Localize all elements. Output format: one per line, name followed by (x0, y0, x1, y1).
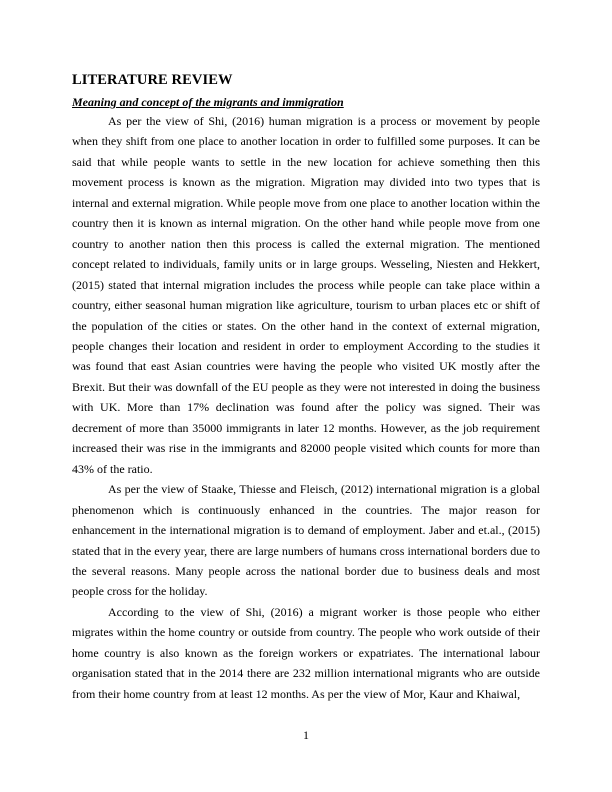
page-number: 1 (303, 728, 309, 742)
body-paragraph-1: As per the view of Shi, (2016) human migration is a process or movement by people when they shift from one place to another location in order to fulfilled some purposes. It can be said that while people wants to settle in the new location for achieve something then this movement process is known as the migration. Migration may divided into two types that is internal and external migration. While people move from one place to another location within the country then it is known as internal migration. On the other hand while people move from one country to another nation then this process is called the external migration. The mentioned concept related to individuals, family units or in large groups. Wesseling, Niesten and Hekkert, (2015) stated that internal migration includes the process while people can take place within a country, either seasonal human migration like agriculture, tourism to urban places etc or shift of the population of the cities or states. On the other hand in the context of external migration, people changes their location and resident in order to employment According to the studies it was found that east Asian countries were having the people who visited UK mostly after the Brexit. But their was downfall of the EU people as they were not interested in doing the business with UK. More than 17% declination was found after the policy was signed. Their was decrement of more than 35000 immigrants in later 12 months. However, as the job requirement increased their was rise in the immigrants and 82000 people visited which counts for more than 43% of the ratio. (72, 114, 540, 476)
body-paragraph-2: As per the view of Staake, Thiesse and Fleisch, (2012) international migration is a global phenomenon which is continuously enhanced in the countries. The major reason for enhancement in the international migration is to demand of employment. Jaber and et.al., (2015) stated that in the every year, there are large numbers of humans cross international borders due to the several reasons. Many people across the national border due to business deals and most people cross for the holiday. (72, 482, 540, 599)
section-heading: LITERATURE REVIEW (72, 72, 233, 88)
body-paragraph-3: According to the view of Shi, (2016) a migrant worker is those people who either migrates within the home country or outside from country. The people who work outside of their home country is also known as the foreign workers or expatriates. The international labour organisation stated that in the 2014 there are 232 million international migrants who are outside from their home country from at least 12 months. As per the view of Mor, Kaur and Khaiwal, (72, 604, 540, 701)
document-page (72, 71, 540, 704)
section-subheading: Meaning and concept of the migrants and immigration (72, 95, 344, 109)
